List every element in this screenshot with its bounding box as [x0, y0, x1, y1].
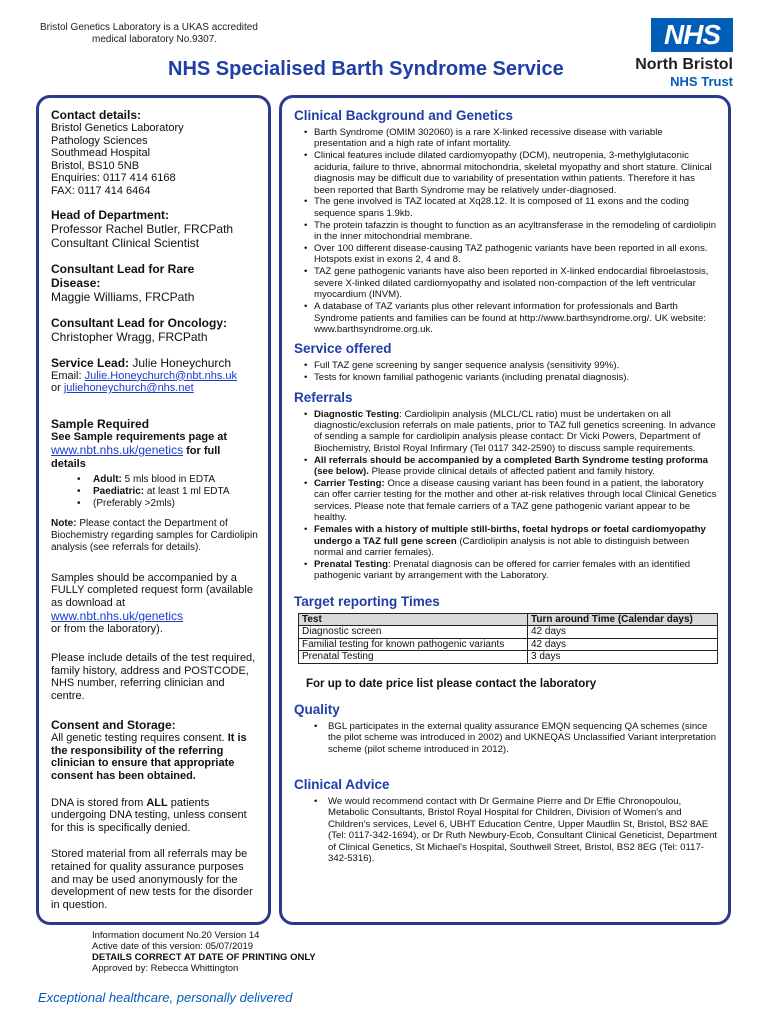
sample-label: Paediatric: [93, 485, 145, 497]
table-header: Test [299, 613, 528, 626]
table-cell: Familial testing for known pathogenic variants [299, 638, 528, 651]
email-link[interactable]: Julie.Honeychurch@nbt.nhs.uk [84, 369, 238, 382]
service-lead [51, 356, 258, 395]
genetics-link[interactable]: www.nbt.nhs.uk/genetics [51, 443, 184, 458]
table-row [299, 651, 718, 664]
list-item: • A database of TAZ variants plus other relevant information for professionals and Barth Syndrome patients and families can be found at http://www.barthsyndrome.org/. UK website: www.barthsyndrome.org.uk. [304, 301, 718, 335]
contact-line: Southmead Hospital [51, 147, 151, 160]
table-cell: 42 days [528, 626, 718, 639]
request-form [51, 572, 258, 636]
list-item: • Tests for known familial pathogenic variants (including prenatal diagnosis). [304, 372, 718, 383]
referral-text: Please provide clinical details of affected patient and family history. [368, 466, 655, 478]
sample-sub: See Sample requirements page at [51, 430, 228, 443]
note-text: Please contact the Department of Biochemistry regarding samples for Cardiolipin analysis (see referrals for details). [51, 517, 258, 553]
list-item [77, 474, 258, 486]
table-cell: 3 days [528, 651, 718, 664]
referral-bold: Females with a history of multiple still-births, foetal hydrops or foetal cardiomyopathy undergo a TAZ full gene screen [314, 524, 706, 547]
hod-role: Consultant Clinical Scientist [51, 235, 200, 250]
table-cell: Prenatal Testing [299, 651, 528, 664]
nhs-org-name: North Bristol [635, 56, 733, 73]
clinical-advice-title: Clinical Advice [294, 776, 390, 792]
service-lead-label: Service Lead: [51, 355, 130, 370]
rare-disease-name: Maggie Williams, FRCPath [51, 289, 195, 304]
printing-note: DETAILS CORRECT AT DATE OF PRINTING ONLY [92, 952, 316, 963]
head-of-department [51, 208, 258, 250]
email-label: Email: [51, 369, 85, 382]
oncology-name: Christopher Wragg, FRCPath [51, 329, 208, 344]
list-item [77, 486, 258, 498]
oncology-heading: Consultant Lead for Oncology: [51, 315, 227, 330]
accreditation-note [40, 22, 258, 46]
dna-storage-note [51, 797, 258, 835]
referral-bold: Prenatal Testing [314, 558, 388, 570]
contact-line: Pathology Sciences [51, 134, 148, 147]
request-text: Samples should be accompanied by a FULLY completed request form (available as download at [51, 571, 253, 609]
approved-by: Approved by: Rebecca Whittington [92, 963, 239, 974]
sidebar-panel [36, 95, 271, 925]
target-reporting-title: Target reporting Times [294, 593, 440, 609]
list-item-plain [77, 498, 258, 510]
genetics-link-2[interactable]: www.nbt.nhs.uk/genetics [51, 609, 184, 624]
nhs-logo [611, 18, 733, 90]
rare-disease-lead [51, 262, 258, 304]
document-footer [92, 930, 316, 974]
contact-line: Bristol Genetics Laboratory [51, 122, 184, 134]
service-lead-name: Julie Honeychurch [129, 355, 232, 370]
nhs-tagline: Exceptional healthcare, personally delivered [38, 990, 293, 1005]
note-label: Note: [51, 517, 77, 529]
list-item: • Barth Syndrome (OMIM 302060) is a rare X-linked recessive disease with variable presentation and a high rate of infant mortality. [304, 127, 718, 150]
quality-list [314, 721, 718, 755]
list-item: • Clinical features include dilated cardiomyopathy (DCM), neutropenia, 3-methylglutaconic aciduria, failure to thrive, abnormal mitochondria, skeletal myopathy and short stature. Clinical diagnosis may be difficult due to variability of presentation within patients. Therefore it has been reported that Barth Syndrome may be relatively under-diagnosed. [304, 150, 718, 196]
nhs-trust-name: NHS Trust [670, 74, 733, 89]
table-cell: Diagnostic screen [299, 626, 528, 639]
sample-text: 5 mls blood in EDTA [121, 473, 216, 485]
list-item [304, 455, 718, 478]
service-offered-title: Service offered [294, 341, 392, 357]
referral-text: : Prenatal diagnosis can be offered for carrier females with an identified pathogenic variant by arrangement with the Laboratory. [314, 558, 691, 582]
consent-storage [51, 718, 258, 782]
main-panel [279, 95, 731, 925]
list-item [304, 524, 718, 558]
hod-name: Professor Rachel Butler, FRCPath [51, 221, 234, 236]
list-item: • BGL participates in the external quality assurance EMQN sequencing QA schemes (since the pilot scheme was introduced in 2002) and UKNEQAS Unclassified Variant interpretation scheme (pilot scheme introduced in 2012). [314, 721, 718, 755]
list-item [304, 478, 718, 524]
table-cell: 42 days [528, 638, 718, 651]
rare-disease-heading: Disease: [51, 275, 101, 290]
referrals-title: Referrals [294, 389, 353, 405]
clinical-advice-list [314, 796, 718, 864]
sample-note [51, 518, 258, 554]
sample-required [51, 417, 258, 554]
email2-link[interactable]: juliehoneychurch@nhs.net [63, 382, 194, 395]
referrals-list [304, 409, 718, 582]
dna-bold: ALL [146, 796, 168, 809]
referral-text: : Cardiolipin analysis (MLCL/CL ratio) must be undertaken on all diagnostic/exclusion referrals on male patients, prior to TAZ full genetics screening. In advance of sending a sample for cardiolipin analysis please contact: Dr Vicki Powers, Department of Biochemistry, Bristol Royal Infirmary (Tel 0117 342-2590) to discuss sample requirements. [314, 408, 716, 454]
sample-list [77, 474, 258, 510]
request-after: or from the laboratory). [51, 623, 163, 636]
consent-normal: All genetic testing requires consent. [51, 732, 228, 745]
list-item: • The protein tafazzin is thought to function as an acyltransferase in the remodeling of cardiolipin in the inner mitochondrial membrane. [304, 220, 718, 243]
list-item: • The gene involved is TAZ located at Xq28.12. It is composed of 11 exons and the coding sequence spans 1.9kb. [304, 196, 718, 219]
list-item: • TAZ gene pathogenic variants have also been reported in X-linked endocardial fibroelastosis, severe X-linked dilated cardiomyopathy and isolated non-compaction of the left ventricular myocardium (INVM). [304, 266, 718, 300]
active-date: Active date of this version: 05/07/2019 [92, 941, 254, 952]
contact-line: Enquiries: 0117 414 6168 [51, 172, 176, 185]
sample-link-line [51, 443, 258, 458]
table-header: Turn around Time (Calendar days) [528, 613, 718, 626]
sample-sub-after: for full [183, 445, 221, 458]
contact-line: Bristol, BS10 5NB [51, 159, 140, 172]
sample-label: Adult: [93, 473, 122, 485]
email-line [51, 370, 258, 383]
list-item [304, 409, 718, 455]
table-header-row [299, 613, 718, 626]
referral-text: Once a disease causing variant has been found in a patient, the laboratory can offer carrier testing for the mother and other at-risk relatives through local Clinical Genetics services. Please note that female carriers of a TAZ gene pathogenic variant appear to be healthy. [314, 478, 717, 524]
service-offered-list [304, 360, 718, 383]
contact-line: FAX: 0117 414 6464 [51, 184, 151, 197]
list-item [304, 559, 718, 582]
clinical-background-title: Clinical Background and Genetics [294, 108, 514, 123]
sample-sub: details [51, 457, 86, 470]
service-lead-line [51, 356, 258, 370]
page-title: NHS Specialised Barth Syndrome Service [168, 58, 564, 80]
contact-heading: Contact details: [51, 108, 142, 122]
clinical-background-list [304, 127, 718, 335]
price-list-note: For up to date price list please contact the laboratory [306, 677, 597, 690]
email2-line [51, 382, 258, 395]
sample-heading: Sample Required [51, 416, 150, 431]
dna-after: patients undergoing DNA testing, unless consent for this is specifically denied. [51, 796, 247, 834]
or-label: or [51, 382, 64, 395]
consent-heading: Consent and Storage: [51, 718, 176, 733]
stored-material-note: Stored material from all referrals may be retained for quality assurance purposes and may be used anonymously for the development of new tests for the disorder in question. [51, 848, 253, 911]
consent-text [51, 732, 258, 782]
accreditation-line: medical laboratory No.9307. [92, 34, 218, 45]
consent-bold: It is the responsibility of the referring clinician to ensure that appropriate consent has been obtained. [51, 732, 247, 783]
list-item: • Over 100 different disease-causing TAZ pathogenic variants have been reported in all exons. Hotspots exist in exons 2, 4 and 8. [304, 243, 718, 266]
contact-details [51, 108, 258, 198]
table-row [299, 626, 718, 639]
sample-text: (Preferably >2mls) [93, 497, 175, 509]
details-note: Please include details of the test required, family history, address and POSTCODE, NHS number, referring clinician and centre. [51, 651, 256, 702]
list-item: • Full TAZ gene screening by sanger sequence analysis (sensitivity 99%). [304, 360, 718, 371]
table-row [299, 638, 718, 651]
doc-number: Information document No.20 Version 14 [92, 930, 260, 941]
accreditation-line: Bristol Genetics Laboratory is a UKAS accredited [40, 22, 258, 33]
rare-disease-heading: Consultant Lead for Rare [51, 261, 195, 276]
referral-text: (Cardiolipin analysis is not able to distinguish between normal and carrier females). [314, 535, 690, 558]
referral-bold: Diagnostic Testing [314, 408, 400, 420]
sample-text: at least 1 ml EDTA [144, 485, 230, 497]
quality-title: Quality [294, 701, 340, 717]
referral-bold: All referrals should be accompanied by a completed Barth Syndrome testing proforma (see below). [314, 454, 708, 478]
referral-bold: Carrier Testing: [314, 478, 385, 490]
oncology-lead [51, 316, 258, 344]
dna-before: DNA is stored from [51, 796, 147, 809]
list-item: • We would recommend contact with Dr Germaine Pierre and Dr Effie Chronopoulou, Metabolic Consultants, Bristol Royal Hospital for Children, Division of Women's and Children's services, Level 6, UBHT Education Centre, Upper Maudlin St, Bristol, BS2 8AE (Tel: 0117-342-1694), or Dr Ruth Newbury-Ecob, Consultant Clinical Geneticist, Department of Clinical Genetics, St Michael's Hospital, Southwell Street, Bristol, BS2 8EG (Tel: 0117-342-5316). [314, 796, 718, 864]
hod-heading: Head of Department: [51, 207, 170, 222]
reporting-times-table [298, 613, 718, 664]
nhs-mark: NHS [651, 18, 733, 52]
